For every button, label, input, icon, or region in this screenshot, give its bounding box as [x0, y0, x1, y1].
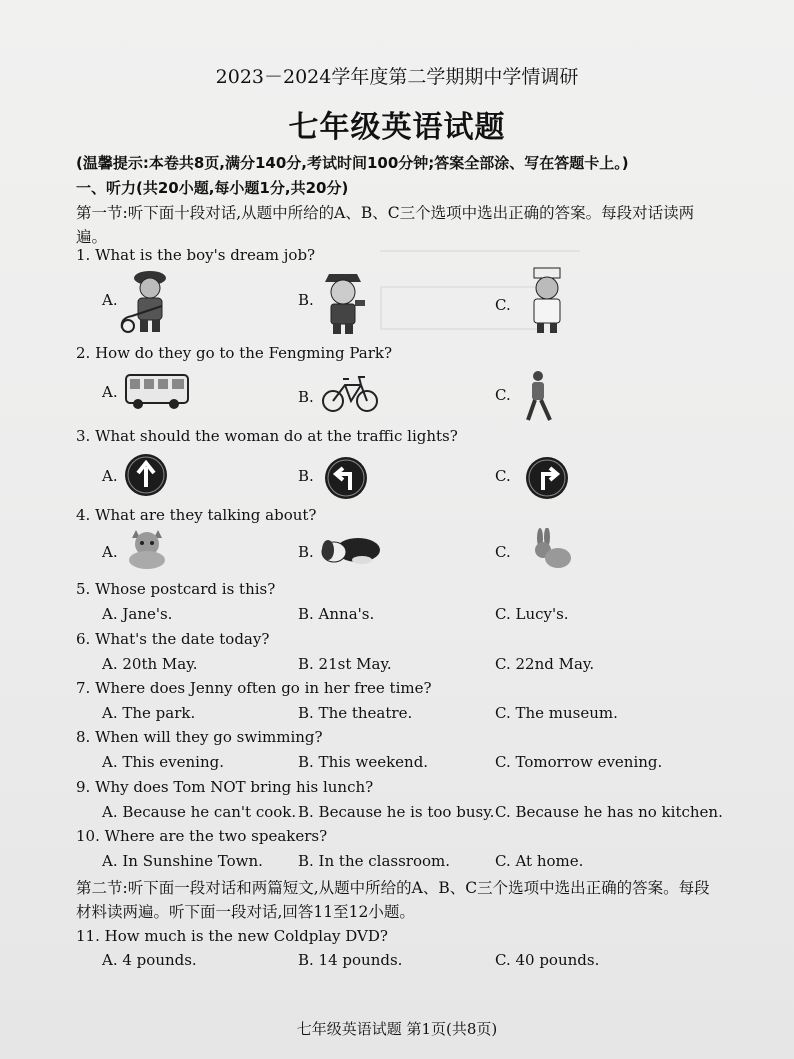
- q11-option-b: B. 14 pounds.: [298, 951, 403, 969]
- q1-option-c: C.: [495, 296, 511, 314]
- turn-left-sign-icon: [324, 456, 368, 500]
- q8-option-b: B. This weekend.: [298, 753, 429, 771]
- question-11: 11. How much is the new Coldplay DVD?: [76, 927, 388, 945]
- q4-option-c: C.: [495, 543, 511, 561]
- rabbit-icon: [528, 528, 572, 570]
- q6-option-b: B. 21st May.: [298, 655, 392, 673]
- exam-title: 2023－2024学年度第二学期期中学情调研: [215, 66, 579, 88]
- q3-option-c: C.: [495, 467, 511, 485]
- q8-option-c: C. Tomorrow evening.: [495, 753, 663, 771]
- q2-option-c: C.: [495, 386, 511, 404]
- question-9: 9. Why does Tom NOT bring his lunch?: [76, 778, 374, 796]
- q2-option-b: B.: [298, 388, 314, 406]
- dog-icon: [320, 532, 386, 566]
- q3-option-a: A.: [102, 467, 118, 485]
- question-1: 1. What is the boy's dream job?: [76, 246, 316, 264]
- q1-option-a: A.: [102, 291, 118, 309]
- arrow-up-sign-icon: [124, 453, 168, 497]
- part2-instruction: 第二节:听下面一段对话和两篇短文,从题中所给的A、B、C三个选项中选出正确的答案。每段材料读两遍。听下面一段对话,回答11至12小题。: [76, 879, 710, 921]
- subject-title: 七年级英语试题: [288, 110, 506, 145]
- q10-option-c: C. At home.: [495, 852, 584, 870]
- q10-option-a: A. In Sunshine Town.: [102, 852, 263, 870]
- question-3: 3. What should the woman do at the traffic lights?: [76, 427, 458, 445]
- turn-right-sign-icon: [525, 456, 569, 500]
- q4-option-b: B.: [298, 543, 314, 561]
- q5-option-c: C. Lucy's.: [495, 605, 569, 623]
- q8-option-a: A. This evening.: [102, 753, 225, 771]
- cat-icon: [124, 528, 170, 570]
- q11-option-a: A. 4 pounds.: [102, 951, 197, 969]
- q11-option-c: C. 40 pounds.: [495, 951, 600, 969]
- q7-option-c: C. The museum.: [495, 704, 618, 722]
- q7-option-a: A. The park.: [102, 704, 196, 722]
- question-5: 5. Whose postcard is this?: [76, 580, 276, 598]
- question-6: 6. What's the date today?: [76, 630, 270, 648]
- part1-instruction: 第一节:听下面十段对话,从题中所给的A、B、C三个选项中选出正确的答案。每段对话读两遍。: [76, 204, 695, 246]
- q9-option-a: A. Because he can't cook.: [102, 803, 297, 821]
- page-footer: 七年级英语试题 第1页(共8页): [296, 1020, 498, 1038]
- bicycle-icon: [321, 373, 379, 413]
- question-8: 8. When will they go swimming?: [76, 728, 323, 746]
- q9-option-c: C. Because he has no kitchen.: [495, 803, 723, 821]
- q10-option-b: B. In the classroom.: [298, 852, 451, 870]
- question-4: 4. What are they talking about?: [76, 506, 317, 524]
- q2-option-a: A.: [102, 383, 118, 401]
- exam-tip: (温馨提示:本卷共8页,满分140分,考试时间100分钟;答案全部涂、写在答题卡上。): [76, 154, 629, 172]
- q9-option-b: B. Because he is too busy.: [298, 803, 495, 821]
- section-heading: 一、听力(共20小题,每小题1分,共20分): [76, 179, 349, 197]
- q7-option-b: B. The theatre.: [298, 704, 413, 722]
- q5-option-a: A. Jane's.: [102, 605, 173, 623]
- question-7: 7. Where does Jenny often go in her free time?: [76, 679, 432, 697]
- question-2: 2. How do they go to the Fengming Park?: [76, 344, 393, 362]
- police-officer-icon: [315, 270, 371, 334]
- q6-option-a: A. 20th May.: [102, 655, 198, 673]
- q4-option-a: A.: [102, 543, 118, 561]
- question-10: 10. Where are the two speakers?: [76, 827, 328, 845]
- q3-option-b: B.: [298, 467, 314, 485]
- walking-icon: [522, 370, 556, 422]
- q5-option-b: B. Anna's.: [298, 605, 375, 623]
- doctor-icon: [522, 266, 572, 334]
- firefighter-icon: [118, 266, 180, 334]
- q6-option-c: C. 22nd May.: [495, 655, 595, 673]
- q1-option-b: B.: [298, 291, 314, 309]
- bus-icon: [124, 371, 190, 411]
